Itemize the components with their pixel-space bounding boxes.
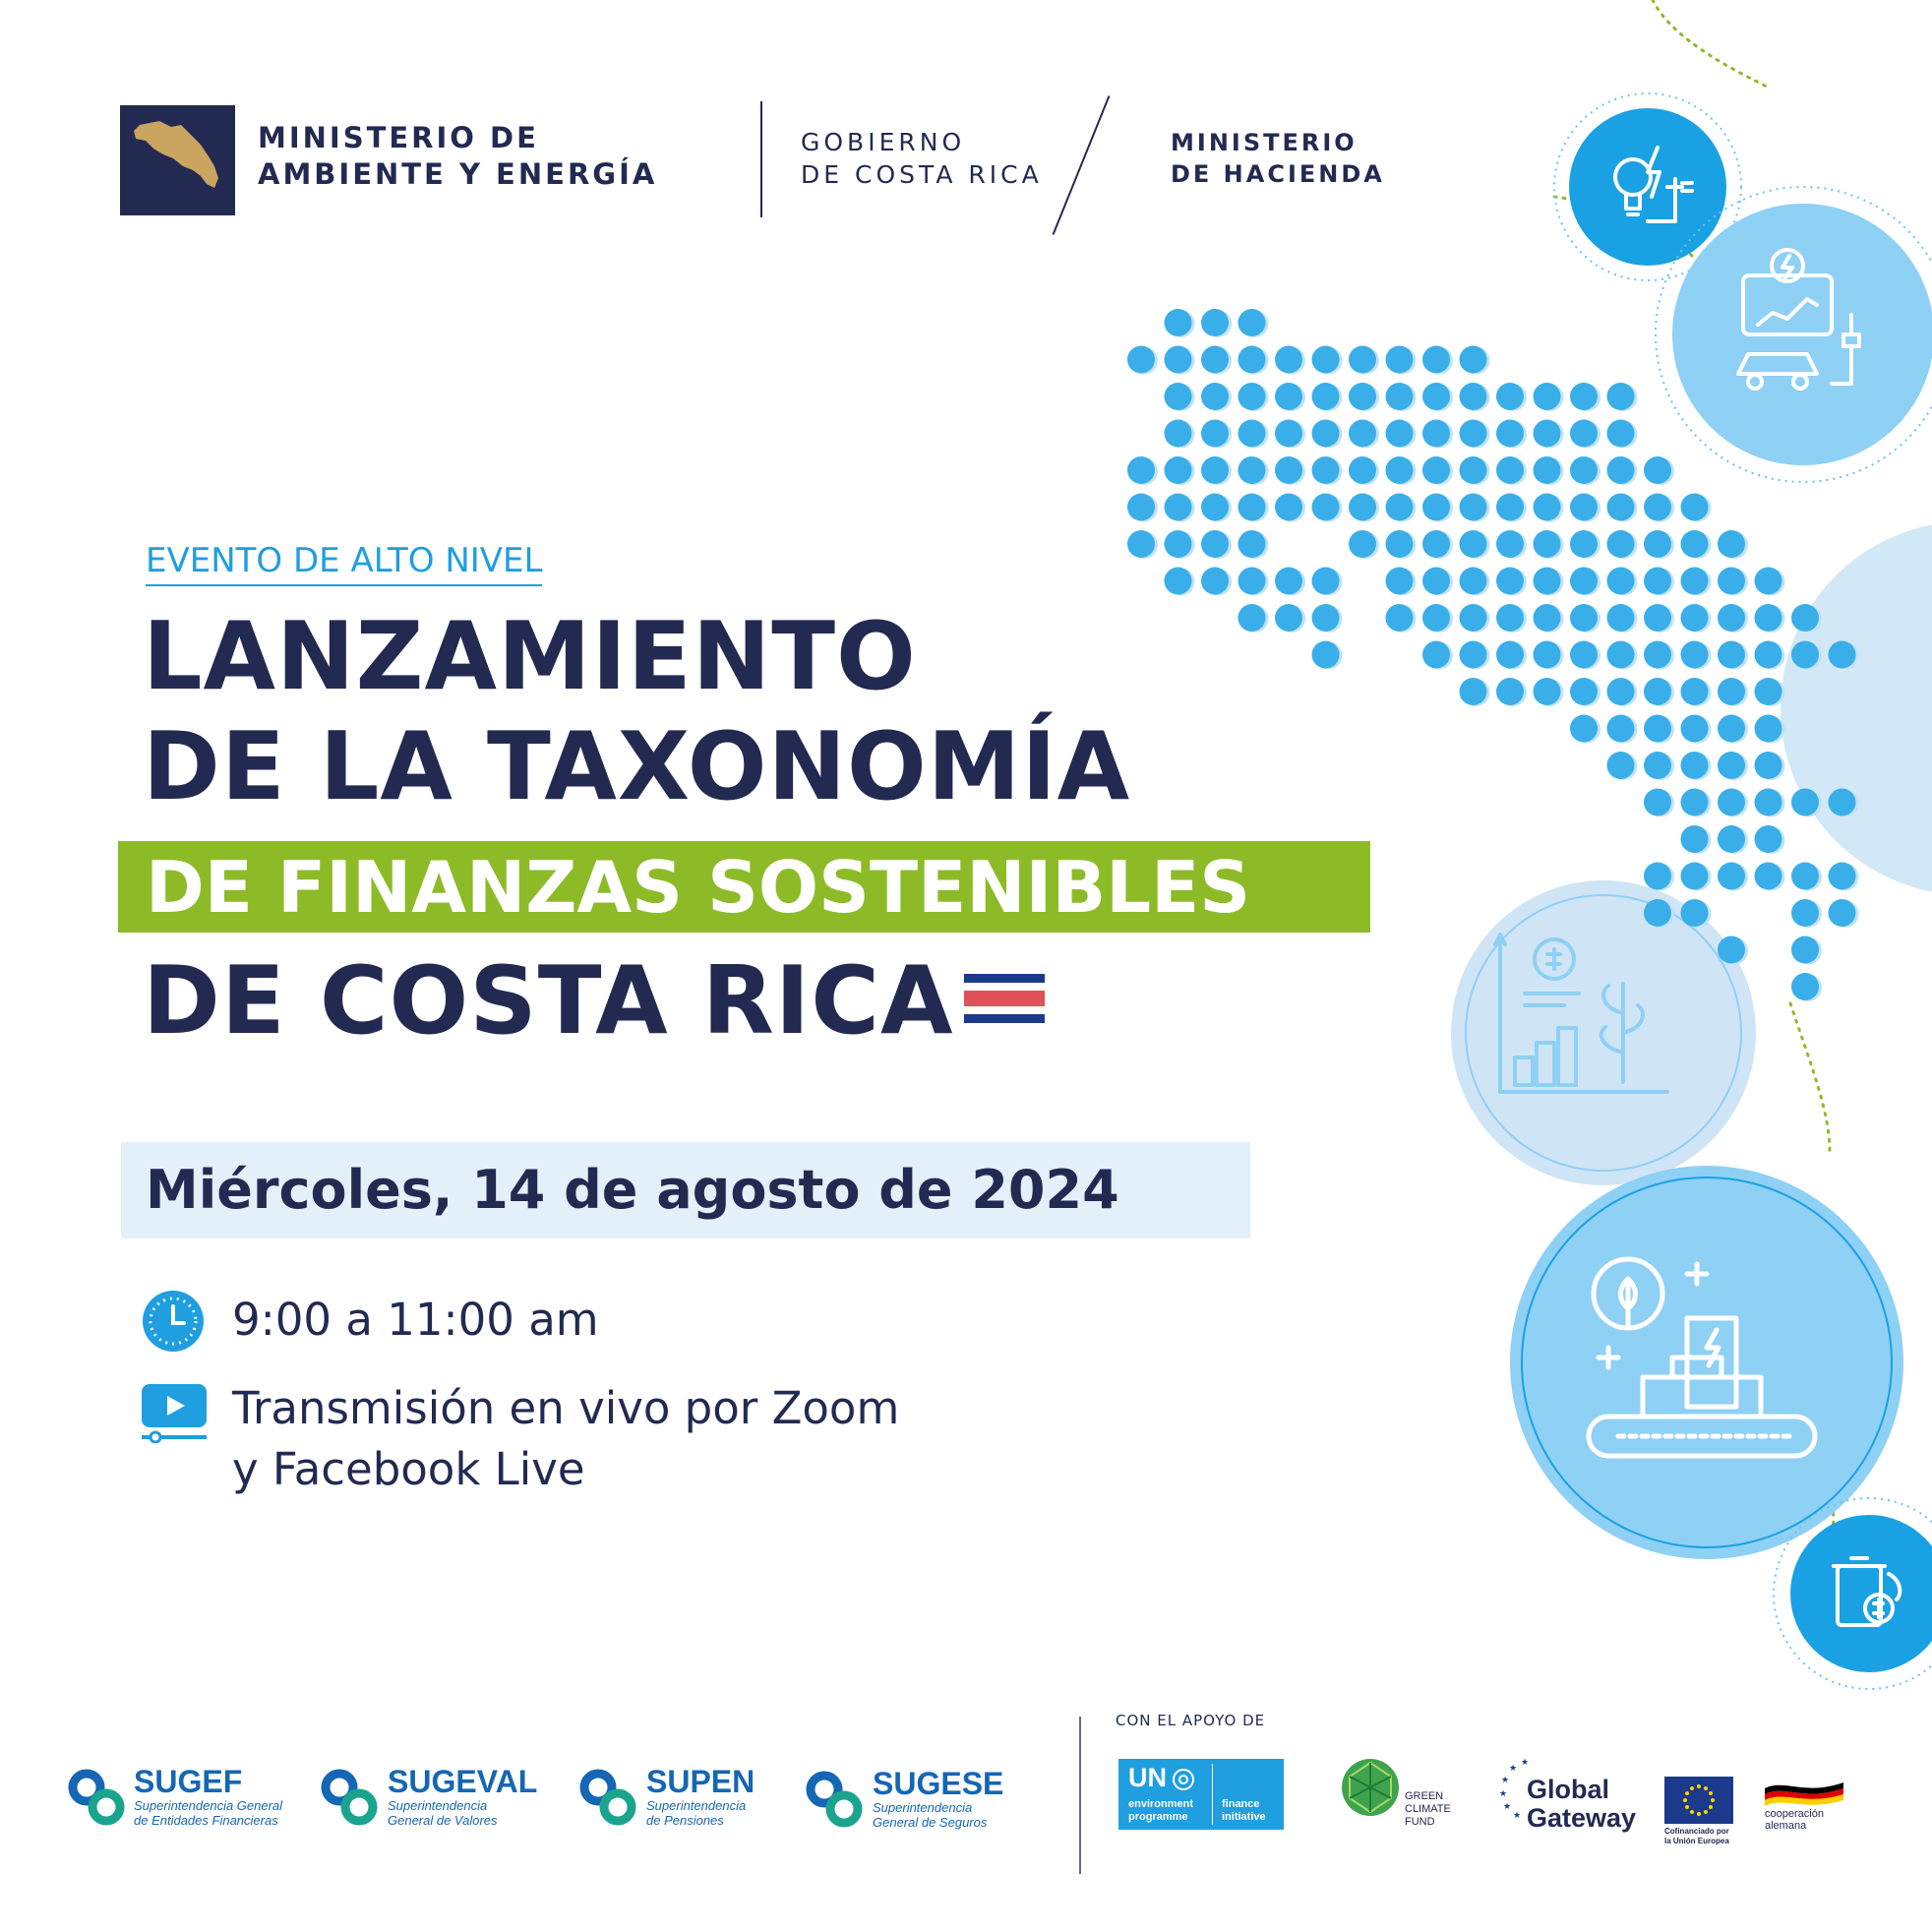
german-cooperation-text: cooperación alemana (1765, 1808, 1824, 1832)
map-dot (1460, 678, 1487, 705)
footer-divider (1079, 1717, 1081, 1874)
map-dot (1165, 494, 1192, 521)
map-dot (1422, 494, 1450, 521)
renewable-energy-icon (1589, 128, 1707, 246)
map-dot (1644, 604, 1671, 632)
map-dot (1496, 641, 1524, 669)
map-dot (1127, 346, 1155, 374)
sugef-name: SUGEF (134, 1764, 243, 1799)
map-dot (1165, 309, 1192, 336)
map-dot (1460, 568, 1487, 595)
finance-growth-icon (1485, 925, 1682, 1121)
map-dot (1681, 530, 1709, 558)
support-label: CON EL APOYO DE (1116, 1712, 1266, 1729)
map-dot (1791, 973, 1819, 1000)
map-dot (1644, 456, 1671, 484)
map-dot (1201, 568, 1229, 595)
map-dot (1607, 420, 1635, 448)
sugese-subtitle: Superintendencia General de Seguros (873, 1800, 988, 1830)
map-dot (1496, 456, 1524, 484)
map-dot (1791, 604, 1819, 632)
map-dot (1496, 530, 1524, 558)
map-dot (1534, 530, 1561, 558)
map-dot (1422, 383, 1450, 410)
map-dot (1275, 604, 1302, 632)
map-dot (1755, 641, 1782, 669)
map-dot (1681, 494, 1709, 521)
map-dot (1349, 420, 1376, 448)
map-dot (1349, 383, 1376, 410)
map-dot (1165, 346, 1192, 374)
map-dot (1238, 456, 1266, 484)
electric-car-icon (1714, 236, 1891, 413)
map-dot (1460, 456, 1487, 484)
map-dot (1386, 604, 1414, 632)
clock-icon (141, 1289, 206, 1354)
map-dot (1644, 899, 1671, 927)
map-dot (1496, 383, 1524, 410)
map-dot (1201, 383, 1229, 410)
title-line3: DE FINANZAS SOSTENIBLES (146, 846, 1251, 929)
map-dot (1496, 604, 1524, 632)
map-dot (1238, 604, 1266, 632)
map-dot (1312, 641, 1340, 669)
map-dot (1275, 420, 1302, 448)
map-dot (1312, 346, 1340, 374)
map-dot (1681, 752, 1709, 779)
map-dot (1422, 420, 1450, 448)
map-dot (1165, 530, 1192, 558)
map-dot (1718, 568, 1745, 595)
map-dot (1238, 346, 1266, 374)
event-eyebrow: EVENTO DE ALTO NIVEL (146, 541, 542, 586)
map-dot (1460, 420, 1487, 448)
government-line2: DE COSTA RICA (801, 160, 1043, 189)
supen-subtitle: Superintendencia de Pensiones (646, 1798, 747, 1828)
eu-stars-icon (1664, 1777, 1733, 1824)
map-dot (1681, 568, 1709, 595)
map-dot (1570, 420, 1598, 448)
recycle-money-icon (1820, 1544, 1918, 1643)
map-dot (1386, 383, 1414, 410)
map-dot (1496, 494, 1524, 521)
map-dot (1681, 863, 1709, 890)
map-dot (1238, 309, 1266, 336)
map-dot (1460, 604, 1487, 632)
eu-flag (1664, 1777, 1733, 1824)
map-dot (1681, 825, 1709, 853)
map-dot (1607, 641, 1635, 669)
map-dot (1386, 456, 1414, 484)
map-dot (1718, 936, 1745, 964)
sugef-logo-icon (65, 1766, 128, 1829)
map-dot (1312, 494, 1340, 521)
map-dot (1201, 346, 1229, 374)
map-dot (1755, 825, 1782, 853)
hacienda-line2: DE HACIENDA (1171, 160, 1385, 188)
svg-text:★: ★ (1501, 1776, 1510, 1785)
map-dot (1718, 715, 1745, 743)
sugeval-name: SUGEVAL (388, 1764, 538, 1799)
map-dot (1275, 494, 1302, 521)
map-dot (1755, 789, 1782, 816)
map-dot (1349, 346, 1376, 374)
map-dot (1534, 456, 1561, 484)
map-dot (1570, 530, 1598, 558)
map-dot (1275, 383, 1302, 410)
sugese-name: SUGESE (873, 1766, 1004, 1801)
map-dot (1644, 641, 1671, 669)
costa-rica-flag (964, 974, 1045, 1035)
eu-text: Cofinanciado por la Unión Europea (1664, 1827, 1729, 1845)
map-dot (1644, 752, 1671, 779)
map-dot (1422, 568, 1450, 595)
map-dot (1829, 899, 1856, 927)
map-dot (1681, 604, 1709, 632)
map-dot (1755, 715, 1782, 743)
map-dot (1755, 604, 1782, 632)
map-dot (1275, 456, 1302, 484)
map-dot (1644, 863, 1671, 890)
unep-big: UN (1128, 1763, 1167, 1792)
map-dot (1644, 494, 1671, 521)
map-dot (1644, 789, 1671, 816)
map-dot (1312, 568, 1340, 595)
svg-text:★: ★ (1509, 1764, 1518, 1774)
map-dot (1460, 383, 1487, 410)
map-dot (1644, 678, 1671, 705)
ministry-name-line1: MINISTERIO DE (258, 121, 539, 154)
map-dot (1238, 530, 1266, 558)
map-dot (1534, 420, 1561, 448)
map-dot (1607, 678, 1635, 705)
map-dot (1607, 456, 1635, 484)
sugeval-logo-icon (318, 1766, 381, 1829)
map-dot (1312, 604, 1340, 632)
map-dot (1791, 789, 1819, 816)
map-dot (1312, 383, 1340, 410)
sugef-subtitle: Superintendencia General de Entidades Financieras (134, 1798, 283, 1828)
map-dot (1534, 678, 1561, 705)
map-dot (1755, 568, 1782, 595)
map-dot (1718, 825, 1745, 853)
map-dot (1238, 494, 1266, 521)
map-dot (1718, 604, 1745, 632)
map-dot (1644, 715, 1671, 743)
map-dot (1791, 863, 1819, 890)
green-factory-icon (1579, 1239, 1835, 1485)
german-flag-wave-icon (1765, 1779, 1843, 1806)
map-dot (1570, 383, 1598, 410)
un-emblem-icon (1171, 1767, 1196, 1792)
event-time: 9:00 a 11:00 am (232, 1294, 599, 1346)
map-dot (1534, 604, 1561, 632)
map-dot (1349, 494, 1376, 521)
map-dot (1312, 420, 1340, 448)
map-dot (1644, 568, 1671, 595)
map-dot (1755, 752, 1782, 779)
map-dot (1791, 899, 1819, 927)
map-dot (1127, 456, 1155, 484)
map-dot (1791, 936, 1819, 964)
map-dot (1496, 568, 1524, 595)
map-dot (1386, 494, 1414, 521)
map-dot (1644, 530, 1671, 558)
map-dot (1201, 420, 1229, 448)
unep-right: finance initiative (1222, 1798, 1266, 1823)
map-dot (1386, 530, 1414, 558)
map-dot (1201, 456, 1229, 484)
map-dot (1165, 420, 1192, 448)
map-dot (1607, 715, 1635, 743)
title-line2: DE LA TAXONOMÍA (143, 713, 1131, 821)
stream-line1: Transmisión en vivo por Zoom (232, 1382, 900, 1434)
map-dot (1718, 752, 1745, 779)
map-dot (1718, 863, 1745, 890)
map-dot (1755, 678, 1782, 705)
map-dot (1607, 530, 1635, 558)
map-dot (1201, 530, 1229, 558)
map-dot (1681, 641, 1709, 669)
costa-rica-map-icon (120, 105, 235, 215)
map-dot (1755, 863, 1782, 890)
map-dot (1681, 789, 1709, 816)
map-dot (1570, 456, 1598, 484)
map-dot (1422, 530, 1450, 558)
government-line1: GOBIERNO (801, 128, 966, 156)
map-dot (1386, 568, 1414, 595)
map-dot (1681, 678, 1709, 705)
map-dot (1312, 456, 1340, 484)
map-dot (1829, 641, 1856, 669)
header-divider (760, 101, 762, 217)
map-dot (1607, 494, 1635, 521)
map-dot (1386, 346, 1414, 374)
map-dot (1127, 530, 1155, 558)
map-dot (1422, 641, 1450, 669)
map-dot (1534, 383, 1561, 410)
map-dot (1422, 604, 1450, 632)
map-dot (1534, 494, 1561, 521)
map-dot (1829, 789, 1856, 816)
map-dot (1238, 568, 1266, 595)
map-dot (1681, 715, 1709, 743)
hacienda-line1: MINISTERIO (1171, 129, 1358, 156)
map-dot (1165, 383, 1192, 410)
map-dot (1422, 346, 1450, 374)
map-dot (1718, 678, 1745, 705)
map-dot (1570, 568, 1598, 595)
map-dot (1718, 789, 1745, 816)
map-dot (1570, 494, 1598, 521)
map-dot (1534, 568, 1561, 595)
map-dot (1718, 641, 1745, 669)
svg-text:★: ★ (1521, 1758, 1530, 1768)
supen-logo-icon (576, 1766, 639, 1829)
map-dot (1460, 346, 1487, 374)
map-dot (1386, 420, 1414, 448)
ministry-logo (120, 105, 235, 215)
map-dot (1201, 494, 1229, 521)
map-dot (1127, 494, 1155, 521)
title-line4: DE COSTA RICA (143, 947, 954, 1056)
map-dot (1570, 641, 1598, 669)
video-play-icon (140, 1382, 209, 1443)
map-dot (1570, 715, 1598, 743)
map-dot (1275, 346, 1302, 374)
map-dot (1718, 530, 1745, 558)
map-dot (1349, 530, 1376, 558)
sugeval-subtitle: Superintendencia General de Valores (388, 1798, 498, 1828)
title-line1: LANZAMIENTO (143, 603, 917, 711)
supen-name: SUPEN (646, 1764, 755, 1799)
svg-text:★: ★ (1503, 1802, 1512, 1812)
map-dot (1238, 420, 1266, 448)
map-dot (1201, 309, 1229, 336)
map-dot (1607, 604, 1635, 632)
svg-text:★: ★ (1499, 1789, 1508, 1799)
map-dot (1791, 641, 1819, 669)
green-climate-fund-icon (1340, 1757, 1401, 1818)
map-dot (1238, 383, 1266, 410)
gcf-text: GREEN CLIMATE FUND (1405, 1790, 1451, 1828)
map-dot (1829, 863, 1856, 890)
map-dot (1607, 568, 1635, 595)
map-dot (1349, 456, 1376, 484)
map-dot (1607, 383, 1635, 410)
map-dot (1165, 456, 1192, 484)
unep-left: environment programme (1128, 1798, 1194, 1823)
ministry-name-line2: AMBIENTE Y ENERGÍA (258, 157, 658, 191)
map-dot (1570, 604, 1598, 632)
unep-divider (1212, 1764, 1213, 1825)
map-dot (1496, 678, 1524, 705)
map-dot (1681, 899, 1709, 927)
map-dot (1496, 420, 1524, 448)
map-dot (1422, 456, 1450, 484)
map-dot (1607, 752, 1635, 779)
stream-line2: y Facebook Live (232, 1443, 585, 1495)
map-dot (1165, 568, 1192, 595)
map-dot (1460, 641, 1487, 669)
global-gateway-text: Global Gateway (1527, 1775, 1637, 1833)
map-dot (1570, 678, 1598, 705)
svg-text:★: ★ (1513, 1811, 1522, 1820)
sugese-logo-icon (803, 1768, 866, 1831)
event-date: Miércoles, 14 de agosto de 2024 (146, 1159, 1119, 1221)
map-dot (1460, 530, 1487, 558)
map-dot (1534, 641, 1561, 669)
map-dot (1275, 568, 1302, 595)
map-dot (1460, 494, 1487, 521)
